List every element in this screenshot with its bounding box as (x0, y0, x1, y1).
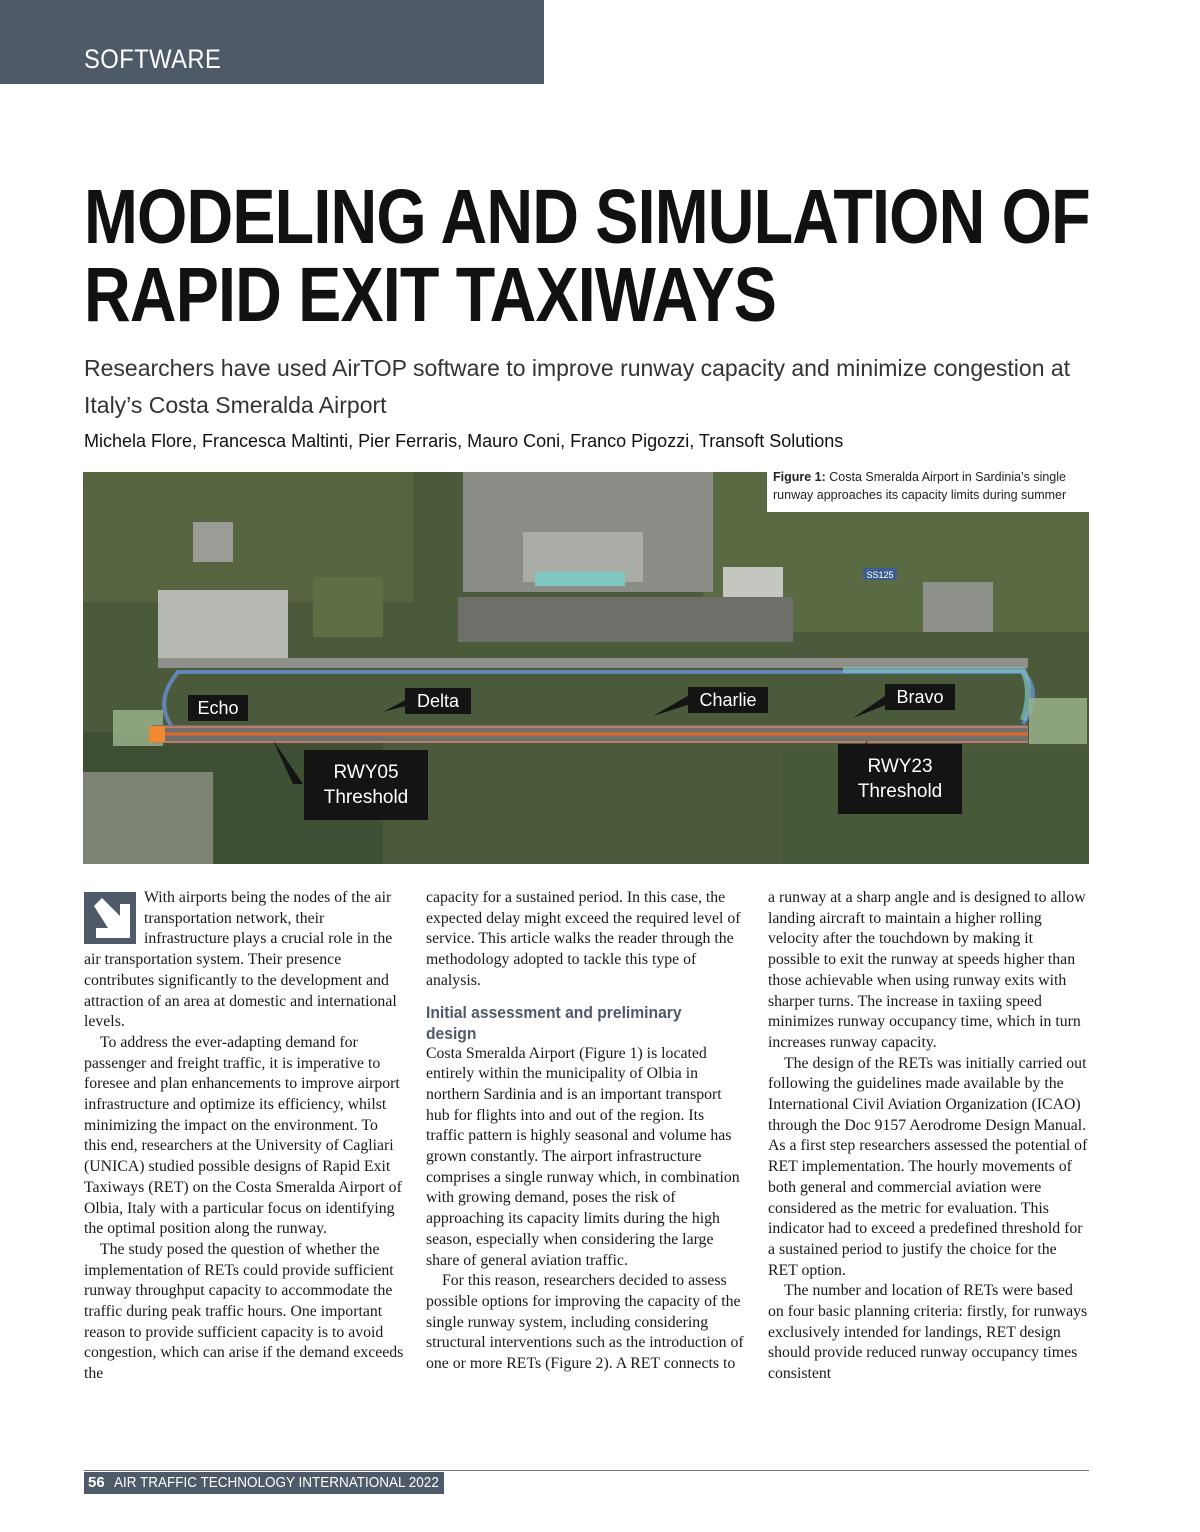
airport-aerial-figure (83, 472, 1089, 864)
rwy05-text: RWY05 (333, 762, 399, 783)
delta-label-text: Delta (416, 691, 460, 711)
bravo-label-text: Bravo (896, 687, 944, 707)
water-area (83, 772, 213, 864)
paragraph: The study posed the question of whether the implementation of RETs could provide sufficient runway throughput capacity to accommodate the traffic during peak traffic hours. One important reason to provide sufficient capacity is to avoid congestion, which can arise if the demand exceeds the (84, 1240, 404, 1383)
rwy23-threshold-label (838, 744, 962, 814)
bravo-label (885, 684, 955, 710)
building (193, 522, 233, 562)
paragraph: For this reason, researchers decided to assess possible options for improving the capacity of the single runway system, including considering structural interventions such as the introduction of one or more RETs (Figure 2). A RET connects to (426, 1272, 744, 1373)
paragraph: Costa Smeralda Airport (Figure 1) is located entirely within the municipality of Olbia in northern Sardinia and is an important transport hub for flights into and out of the region. Its traffic pattern is highly seasonal and volume has grown constantly. The airport infrastructure comprises a single runway which, in combination with growing demand, poses the risk of approaching its capacity limits during the high season, especially when considering the large share of general aviation traffic. (426, 1044, 740, 1269)
charlie-label-text: Charlie (699, 690, 757, 710)
industrial-area (923, 582, 993, 632)
section-heading: Initial assessment and preliminary design (426, 1002, 682, 1043)
paragraph: The number and location of RETs were based on four basic planning criteria: firstly, for runways exclusively intended for landings, RET design should provide reduced runway occupancy times consistent (768, 1282, 1088, 1383)
authors: Michela Flore, Francesca Maltinti, Pier Ferraris, Mauro Coni, Franco Pigozzi, Transoft Solutions (84, 431, 844, 451)
rwy05-sub-text: Threshold (323, 787, 409, 808)
rwy23-text: RWY23 (867, 756, 933, 777)
paragraph: a runway at a sharp angle and is designed to allow landing aircraft to maintain a higher rolling velocity after the touchdown by making it possible to exit the runway at speeds higher than those achievable when using runway exits with sharper turns. The increase in taxiing speed minimizes runway occupancy time, which in turn increases runway capacity. (768, 889, 1086, 1051)
parallel-taxiway (158, 658, 1028, 668)
paragraph: The design of the RETs was initially carried out following the guidelines made available by the International Civil Aviation Organization (ICAO) through the Doc 9157 Aerodrome Design Manual. As a first step researchers assessed the potential of RET implementation. The hourly movements of both general and commercial aviation were considered as the metric for evaluation. This indicator had to exceed a predefined threshold for a sustained period to justify the choice for the RET option. (768, 1054, 1088, 1279)
road-sign-label: SS125 (866, 570, 894, 580)
caption-text: Costa Smeralda Airport in Sardinia’s single runway approaches its capacity limits during summer (773, 470, 1067, 502)
title-line-2: RAPID EXIT TAXIWAYS (84, 252, 777, 338)
caption-label: Figure 1: (773, 470, 826, 484)
section-label: SOFTWARE (84, 44, 222, 74)
threshold-marker (149, 726, 165, 742)
ga-apron (158, 590, 288, 660)
section-tab (0, 0, 544, 84)
rwy23-sub-text: Threshold (857, 781, 943, 802)
subtitle: Researchers have used AirTOP software to improve runway capacity and minimize congestion at Italy’s Costa Smeralda Airport (84, 355, 1071, 418)
page-number: 56 (84, 1472, 110, 1494)
terminal-roof (535, 572, 625, 586)
paragraph: capacity for a sustained period. In this case, the expected delay might exceed the required level of service. This article walks the reader through the methodology adopted to tackle this type of analysis. (426, 889, 741, 989)
publication-name: AIR TRAFFIC TECHNOLOGY INTERNATIONAL 2022 (113, 1474, 439, 1491)
figure-caption (767, 466, 1089, 512)
charlie-label (688, 687, 768, 713)
echo-label-text: Echo (197, 698, 239, 718)
delta-label (405, 688, 471, 714)
threshold-grass-east (1029, 698, 1087, 744)
commercial-apron (458, 597, 793, 642)
rwy05-threshold-label (304, 750, 428, 820)
paragraph: To address the ever-adapting demand for passenger and freight traffic, it is imperative to foresee and plan enhancements to improve airport infrastructure and optimize its efficiency, whilst minimizing the impact on the environment. To this end, researchers at the University of Cagliari (UNICA) studied possible designs of Rapid Exit Taxiways (RET) on the Costa Smeralda Airport of Olbia, Italy with a particular focus on identifying the optimal position along the runway. (84, 1033, 402, 1238)
footer-folio (84, 1472, 444, 1494)
title-line-1: MODELING AND SIMULATION OF (84, 174, 1090, 260)
body-column-3 (768, 888, 1088, 1385)
echo-label (188, 695, 248, 721)
body-column-1 (84, 888, 404, 1385)
arrow-down-right-icon (84, 892, 136, 944)
footer-rule (84, 1470, 1089, 1471)
body-column-2 (426, 888, 746, 1375)
terrain-patch (313, 577, 383, 637)
paragraph: With airports being the nodes of the air transportation network, their infrastructure plays a crucial role in the air transportation system. Their presence contributes significantly to the development and attraction of an area at domestic and international levels. (84, 889, 397, 1031)
page-title (84, 174, 1090, 338)
